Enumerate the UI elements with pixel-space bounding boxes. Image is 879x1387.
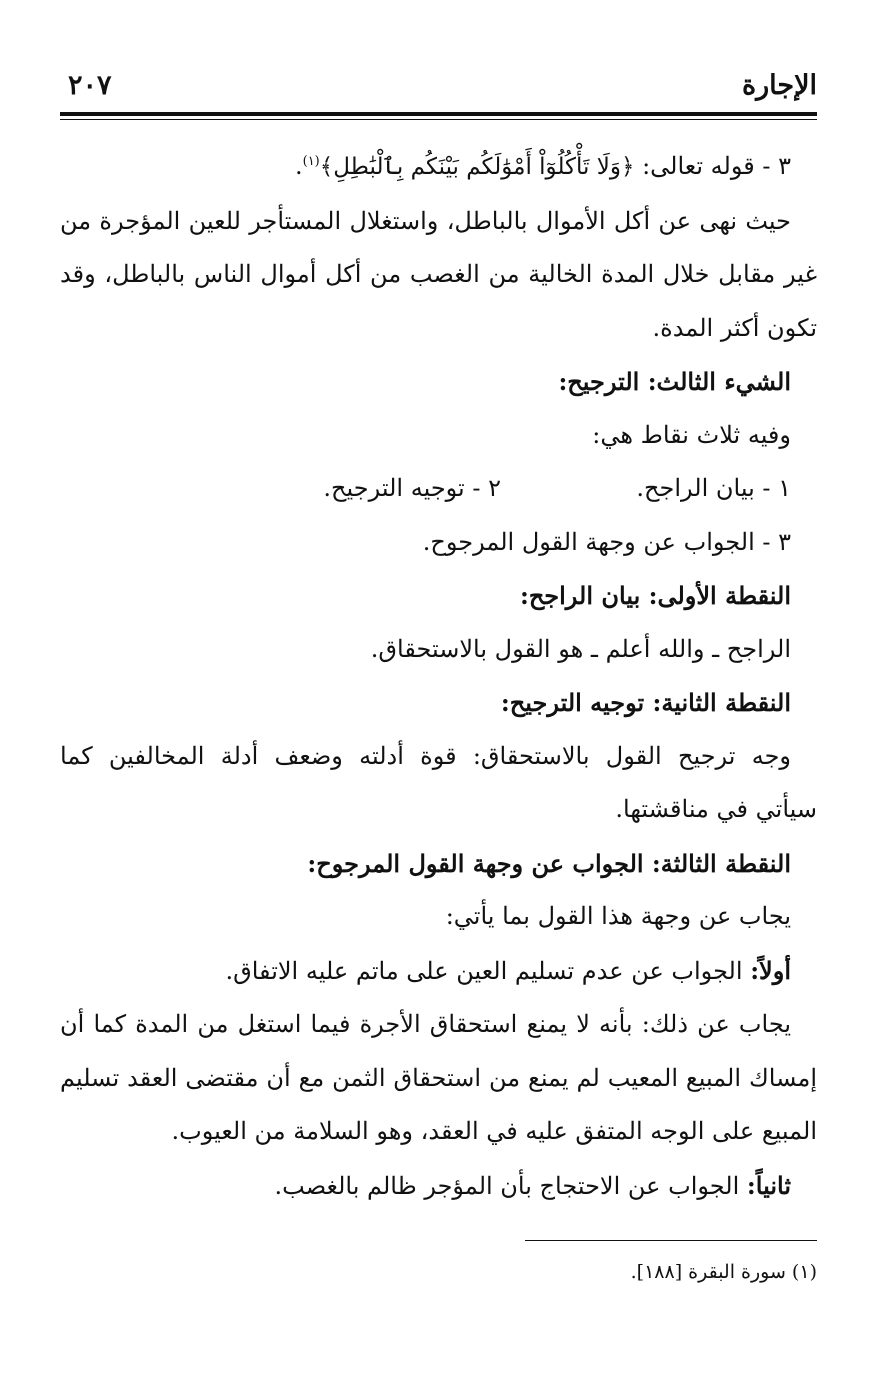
paragraph-line: وجه ترجيح القول بالاستحقاق: قوة أدلته وضعف أدلة المخالفين كما (60, 741, 791, 770)
paragraph-line: سيأتي في مناقشتها. (615, 795, 817, 823)
book-page (60, 0, 817, 1387)
verse-line (60, 140, 817, 195)
verse-end: . (294, 152, 303, 180)
paragraph-line: المبيع على الوجه المتفق عليه في العقد، وهو السلامة من العيوب. (171, 1117, 817, 1145)
page-header (60, 66, 817, 106)
paragraph-line: الراجح ـ والله أعلم ـ هو القول بالاستحقاق. (370, 634, 791, 663)
verse-intro: ٣ - قوله تعالى: (642, 152, 791, 180)
list-item: ١ - بيان الراجح. (636, 474, 791, 502)
paragraph-line: تكون أكثر المدة. (652, 313, 817, 342)
section-heading: الشيء الثالث: الترجيح: (558, 367, 791, 396)
paragraph-line (60, 1159, 817, 1214)
paragraph-line: حيث نهى عن أكل الأموال بالباطل، واستغلال المستأجر للعين المؤجرة من (60, 206, 791, 235)
points-row (60, 462, 817, 516)
paragraph-line (60, 944, 817, 999)
paragraph-line: يجاب عن وجهة هذا القول بما يأتي: (445, 902, 791, 930)
footnote-rule (525, 1240, 817, 1241)
page-body (60, 140, 817, 1213)
item-text: الجواب عن عدم تسليم العين على ماتم عليه الاتفاق. (225, 956, 743, 985)
subsection-heading: النقطة الثانية: توجيه الترجيح: (500, 688, 791, 717)
header-rule-thick (60, 112, 817, 116)
paragraph-line: وفيه ثلاث نقاط هي: (592, 420, 791, 449)
page-number: ٢٠٧ (68, 70, 112, 101)
subsection-heading: النقطة الثالثة: الجواب عن وجهة القول المرجوح: (307, 848, 791, 878)
list-item: ٣ - الجواب عن وجهة القول المرجوح. (422, 527, 791, 556)
item-label: ثانياً: (746, 1170, 791, 1200)
footnote: (١) سورة البقرة [١٨٨]. (630, 1261, 817, 1283)
paragraph-line: يجاب عن ذلك: بأنه لا يمنع استحقاق الأجرة فيما استغل من المدة كما أن (60, 1010, 792, 1038)
subsection-heading: النقطة الأولى: بيان الراجح: (519, 581, 791, 610)
list-item: ٢ - توجيه الترجيح. (323, 474, 501, 502)
paragraph-line: إمساك المبيع المعيب لم يمنع من استحقاق الثمن مع أن مقتضى العقد تسليم (60, 1063, 817, 1092)
footnote-reference: (١) (302, 154, 320, 169)
running-title: الإجارة (741, 70, 817, 101)
item-text: الجواب عن الاحتجاج بأن المؤجر ظالم بالغصب. (274, 1171, 740, 1200)
quran-verse: ﴿وَلَا تَأْكُلُوٓاْ أَمْوَٰلَكُم بَيْنَكُم بِٱلْبَٰطِلِ﴾ (319, 154, 635, 180)
item-label: أولاً: (750, 955, 791, 985)
header-rule-thin (60, 119, 817, 120)
paragraph-line: غير مقابل خلال المدة الخالية من الغصب من أكل أموال الناس بالباطل، وقد (60, 260, 817, 288)
